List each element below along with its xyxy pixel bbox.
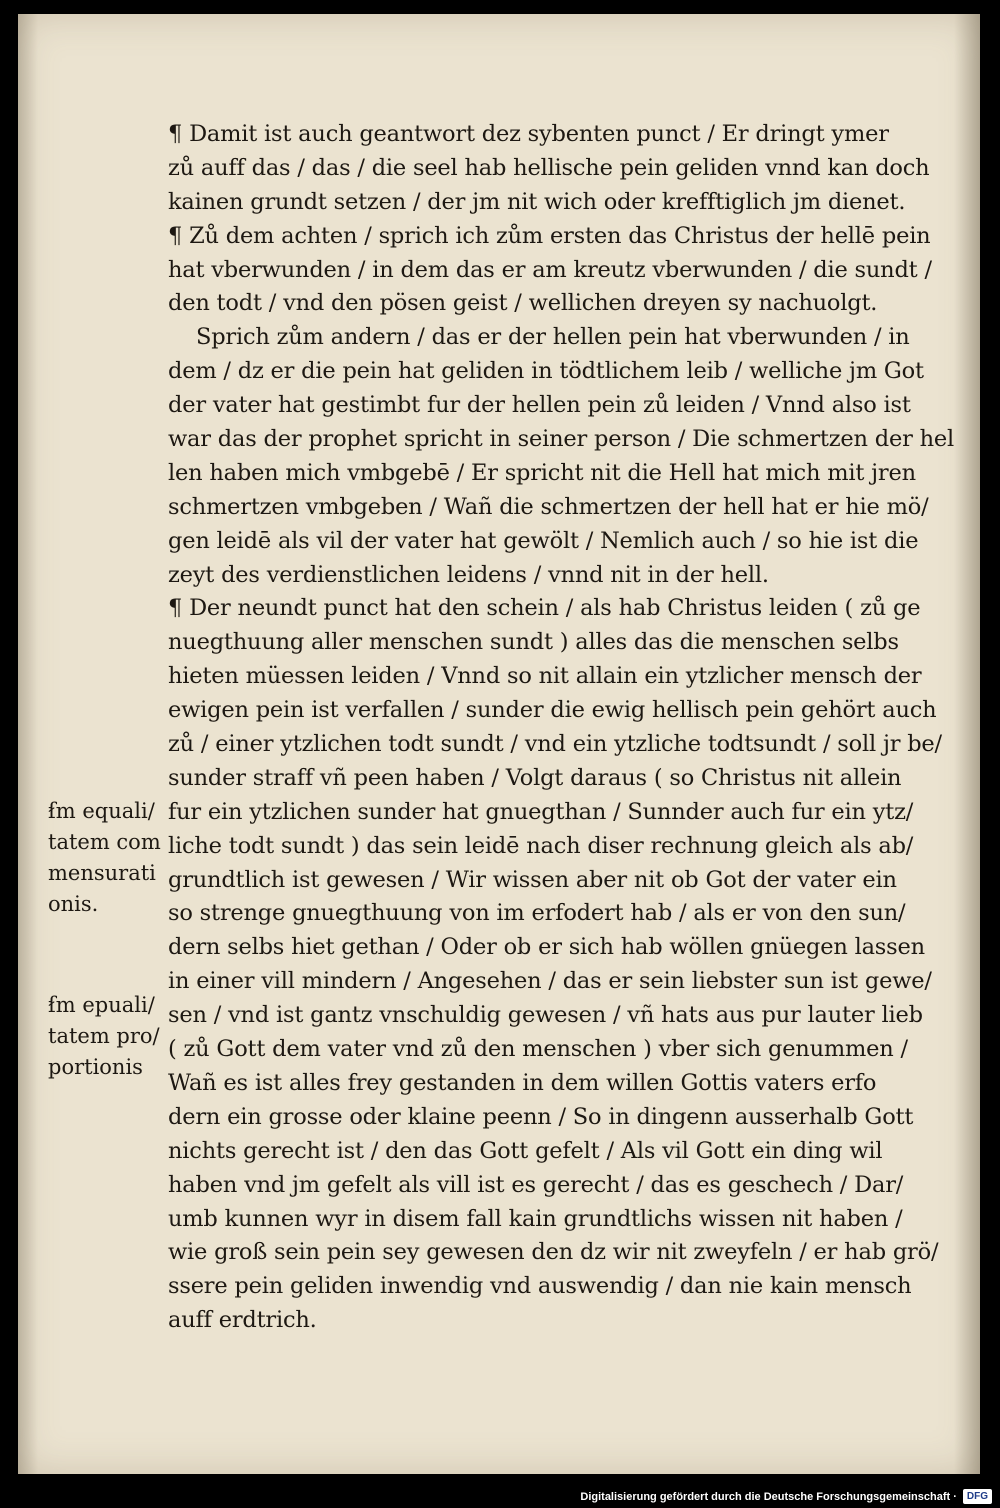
text-line: sen / vnd ist gantz vnschuldig gewesen / vñ hats aus pur lauter lieb — [168, 1002, 923, 1029]
dfg-logo-icon: DFG — [963, 1489, 992, 1504]
margin-note-line: ẜm epuali/ — [48, 993, 155, 1017]
text-line: so strenge gnuegthuung von im erfodert hab / als er von den sun/ — [168, 900, 906, 927]
text-line: dern ein grosse oder klaine peenn / So in dingenn ausserhalb Gott — [168, 1103, 914, 1130]
digitization-footer — [580, 1489, 992, 1504]
text-line: gen leidē als vil der vater hat gewölt / Nemlich auch / so hie ist die — [168, 527, 919, 554]
margin-note-line: tatem pro/ — [48, 1024, 160, 1048]
text-line: wie groß sein pein sey gewesen den dz wir nit zweyfeln / er hab grö/ — [168, 1239, 939, 1266]
text-line: hat vberwunden / in dem das er am kreutz vberwunden / die sundt / — [168, 256, 932, 283]
page-gutter-shadow — [18, 14, 38, 1474]
text-line: hieten müessen leiden / Vnnd so nit allain ein ytzlicher mensch der — [168, 663, 922, 690]
text-line: auff erdtrich. — [168, 1307, 317, 1334]
text-line: den todt / vnd den pösen geist / wellichen dreyen sy nachuolgt. — [168, 290, 878, 317]
text-line: zů / einer ytzlichen todt sundt / vnd ein ytzliche todtsundt / soll jr be/ — [168, 731, 942, 758]
text-line: schmertzen vmbgeben / Wañ die schmertzen der hell hat er hie mö/ — [168, 493, 929, 520]
text-line: war das der prophet spricht in seiner person / Die schmertzen der hel — [168, 426, 955, 453]
body-text — [168, 118, 968, 1338]
text-line: kainen grundt setzen / der jm nit wich oder krefftiglich jm dienet. — [168, 188, 906, 215]
text-line: dern selbs hiet gethan / Oder ob er sich hab wöllen gnüegen lassen — [168, 934, 925, 961]
text-line: nuegthuung aller menschen sundt ) alles das die menschen selbs — [168, 629, 899, 656]
margin-note-line: tatem com — [48, 830, 161, 854]
text-line: liche todt sundt ) das sein leidē nach diser rechnung gleich als ab/ — [168, 832, 914, 859]
text-line: fur ein ytzlichen sunder hat gnuegthan / Sunnder auch fur ein ytz/ — [168, 798, 914, 825]
text-line: ¶ Der neundt punct hat den schein / als hab Christus leiden ( zů ge — [168, 595, 921, 622]
margin-note-line: portionis — [48, 1055, 143, 1079]
text-line: der vater hat gestimbt fur der hellen pein zů leiden / Vnnd also ist — [168, 392, 911, 419]
text-line: nichts gerecht ist / den das Gott gefelt / Als vil Gott ein ding wil — [168, 1137, 883, 1164]
text-line: ewigen pein ist verfallen / sunder die ewig hellisch pein gehört auch — [168, 697, 937, 724]
margin-note-line: onis. — [48, 892, 99, 916]
text-line: Wañ es ist alles frey gestanden in dem willen Gottis vaters erfo — [168, 1069, 877, 1096]
footer-credit: Digitalisierung gefördert durch die Deutsche Forschungsgemeinschaft · — [580, 1490, 957, 1503]
text-line: umb kunnen wyr in disem fall kain grundtlichs wissen nit haben / — [168, 1205, 903, 1232]
margin-note-line: mensurati — [48, 861, 156, 885]
text-line: sunder straff vñ peen haben / Volgt daraus ( so Christus nit allein — [168, 764, 902, 791]
text-line: len haben mich vmbgebē / Er spricht nit die Hell hat mich mit jren — [168, 459, 916, 486]
margin-note-equalitatem-proportionis — [48, 990, 188, 1083]
text-line: Sprich zům andern / das er der hellen pein hat vberwunden / in — [196, 324, 910, 351]
text-line: ¶ Damit ist auch geantwort dez sybenten punct / Er dringt ymer — [168, 121, 889, 147]
text-line: zů auff das / das / die seel hab hellische pein geliden vnnd kan doch — [168, 154, 930, 181]
text-line: in einer vill mindern / Angesehen / das er sein liebster sun ist gewe/ — [168, 968, 932, 995]
text-line: haben vnd jm gefelt als vill ist es gerecht / das es geschech / Dar/ — [168, 1171, 904, 1198]
margin-note-line: ẜm equali/ — [48, 799, 155, 823]
text-line: dem / dz er die pein hat geliden in tödtlichem leib / welliche jm Got — [168, 358, 924, 385]
text-line: grundtlich ist gewesen / Wir wissen aber nit ob Got der vater ein — [168, 866, 897, 893]
book-page — [18, 14, 980, 1474]
text-line: ( zů Gott dem vater vnd zů den menschen ) vber sich genummen / — [168, 1036, 908, 1063]
text-line: ssere pein geliden inwendig vnd auswendig / dan nie kain mensch — [168, 1273, 912, 1300]
margin-note-equalitatem-commensurationis — [48, 796, 188, 920]
text-line: zeyt des verdienstlichen leidens / vnnd nit in der hell. — [168, 561, 769, 588]
text-line: ¶ Zů dem achten / sprich ich zům ersten das Christus der hellē pein — [168, 222, 931, 249]
